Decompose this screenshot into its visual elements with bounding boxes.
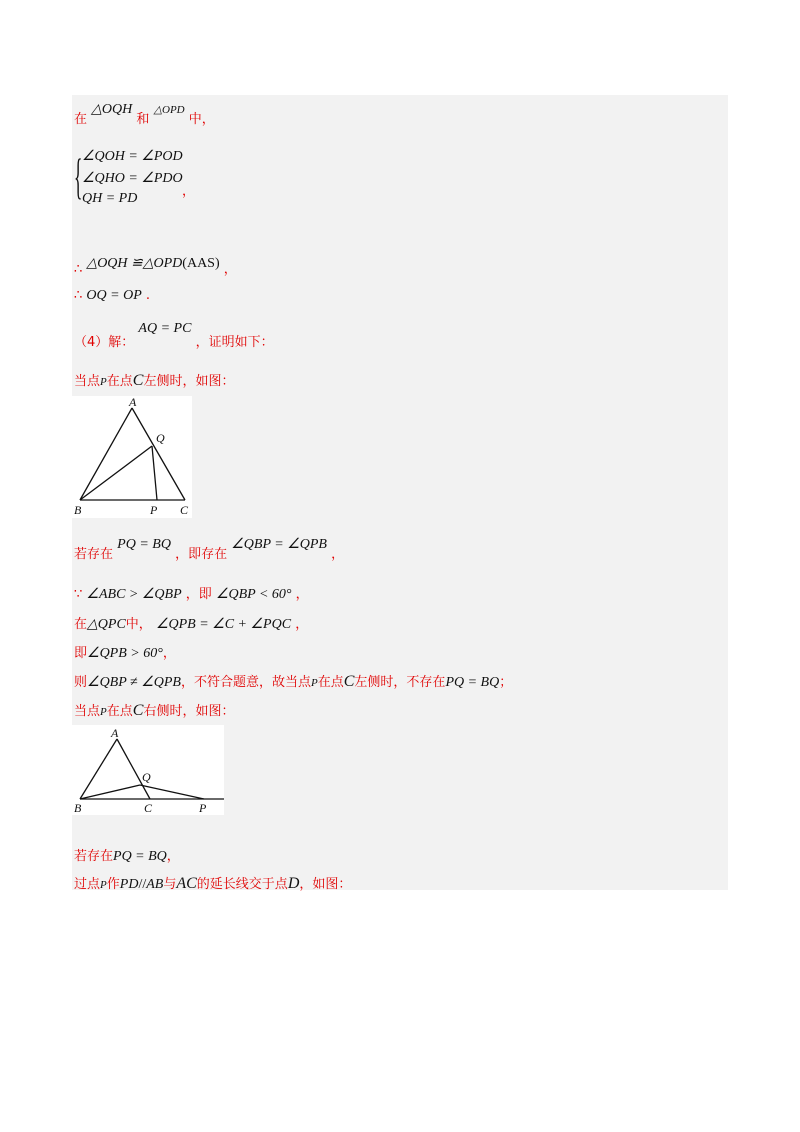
- text: ；: [499, 675, 513, 690]
- math: PQ = BQ: [113, 849, 167, 864]
- segment-bq: [80, 446, 152, 500]
- text: 作: [106, 877, 120, 892]
- system-eq-3: QH = PD: [82, 191, 138, 206]
- figure-triangle-right-case: [72, 725, 224, 815]
- label-q: Q: [156, 431, 165, 445]
- text: ，: [295, 587, 309, 602]
- therefore-symbol: ∴: [74, 262, 83, 277]
- text: ，: [295, 617, 309, 632]
- label-b: B: [74, 801, 82, 815]
- math: P: [100, 706, 107, 718]
- label-a: A: [129, 396, 137, 409]
- math: OQ = OP: [86, 288, 142, 303]
- system-brace: {: [74, 148, 83, 204]
- text: 中，: [188, 112, 215, 127]
- line-because: [74, 583, 309, 603]
- label-a: A: [111, 726, 119, 740]
- line-oq-op: [74, 288, 150, 304]
- text: 在: [74, 112, 88, 127]
- line-contradiction: [74, 671, 512, 691]
- text: ，: [223, 262, 237, 277]
- math: PQ = BQ: [445, 675, 500, 690]
- segment-ab: [80, 739, 117, 799]
- label-c: C: [144, 801, 153, 815]
- line-case-right: [74, 700, 234, 720]
- line-construction: [74, 873, 351, 893]
- line-congruence: [74, 252, 237, 277]
- system-comma: ，: [182, 184, 196, 199]
- text: 的延长线交于点: [196, 877, 288, 892]
- math: P: [100, 879, 107, 891]
- text: 右侧时，如图：: [143, 704, 235, 719]
- math: △OQH: [91, 102, 133, 117]
- text: ，如图：: [299, 877, 352, 892]
- text: 即: [74, 646, 88, 661]
- math: AQ = PC: [138, 321, 192, 336]
- label-c: C: [180, 503, 189, 517]
- text: 当点: [74, 704, 101, 719]
- segment-ac: [132, 408, 185, 500]
- triangle-diagram-extended: [72, 725, 224, 815]
- math: AB: [146, 877, 164, 892]
- text: 当点: [74, 374, 101, 389]
- text: ，即: [185, 587, 212, 602]
- text: 与: [163, 877, 177, 892]
- line-in-triangle-qpc: [74, 613, 308, 633]
- because-symbol: ∵: [74, 587, 83, 602]
- figure-triangle-left-case: [72, 396, 192, 518]
- text: .: [145, 288, 151, 303]
- math: △OQH ≌△OPD: [86, 256, 183, 271]
- text: ，: [162, 646, 176, 661]
- math: △OPD: [153, 104, 185, 116]
- therefore-symbol: ∴: [74, 288, 83, 303]
- math: AC: [176, 875, 197, 892]
- segment-ac: [117, 739, 150, 799]
- segment-bq: [80, 785, 140, 799]
- math: ∠QPB > 60°: [87, 646, 163, 661]
- system-eq-2: ∠QHO = ∠PDO: [82, 171, 183, 186]
- text: 左侧时，不存在: [354, 675, 446, 690]
- system-eq-1: ∠QOH = ∠POD: [82, 149, 183, 164]
- text: 在点: [106, 704, 133, 719]
- math: P: [100, 376, 107, 388]
- text: ，不符合题意，故当点: [180, 675, 311, 690]
- math: PQ = BQ: [117, 537, 171, 552]
- math: (AAS): [182, 256, 220, 271]
- text: 在: [74, 617, 88, 632]
- text: 若存在: [74, 849, 114, 864]
- math: P: [311, 677, 318, 689]
- text: ，即存在: [175, 547, 228, 562]
- text: 在点: [106, 374, 133, 389]
- math: ∠QBP < 60°: [215, 587, 292, 602]
- line-part4: [74, 321, 274, 351]
- math: PD: [119, 877, 139, 892]
- math: ∠QBP = ∠QPB: [231, 537, 327, 552]
- text: （4）解：: [74, 335, 135, 350]
- text: 若存在: [74, 547, 114, 562]
- line-triangles-intro: [74, 102, 215, 128]
- math: ∠ABC > ∠QBP: [86, 587, 182, 602]
- segment-qp: [152, 446, 157, 500]
- label-p: P: [199, 801, 207, 815]
- text: ，: [166, 849, 180, 864]
- math: C: [132, 702, 144, 719]
- line-suppose-equal-2: [74, 845, 180, 865]
- math: C: [132, 372, 144, 389]
- math: △QPC: [87, 617, 126, 632]
- triangle-diagram: [72, 396, 192, 518]
- line-angle-gt-60: [74, 642, 176, 662]
- text: 过点: [74, 877, 101, 892]
- math: D: [287, 875, 300, 892]
- label-b: B: [74, 503, 82, 517]
- segment-ab: [80, 408, 132, 500]
- math: ∠QPB = ∠C + ∠PQC: [155, 617, 292, 632]
- text: 和: [136, 112, 150, 127]
- line-suppose-equal: [74, 537, 345, 563]
- label-q: Q: [142, 770, 151, 784]
- segment-qp: [140, 785, 204, 799]
- text: 在点: [317, 675, 344, 690]
- text: 则: [74, 675, 88, 690]
- math: C: [343, 673, 355, 690]
- line-case-left: [74, 370, 234, 390]
- math: ∠QBP ≠ ∠QPB: [87, 675, 181, 690]
- text: ，: [331, 547, 345, 562]
- text: 左侧时，如图：: [143, 374, 235, 389]
- label-p: P: [150, 503, 158, 517]
- text: 中，: [125, 617, 152, 632]
- parallel-symbol: //: [138, 877, 147, 892]
- text: ，证明如下：: [195, 335, 274, 350]
